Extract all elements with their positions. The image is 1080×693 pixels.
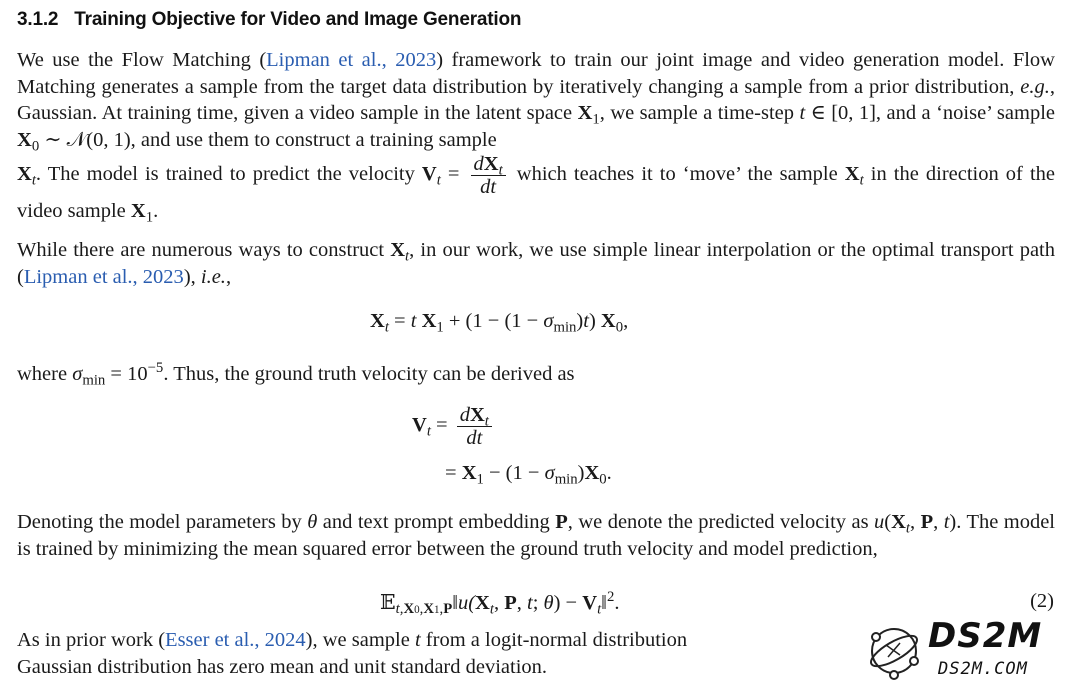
section-heading [17,9,521,31]
equation-interpolation: $X_t = t$ $X_1 + (1 - (1 - \sigma_{min})t)$ $X_0$, [370,310,629,336]
paragraph-objective: Denoting the model parameters by θ and text prompt embedding P, we denote the predicted velocity as $u(X_t$, P, t). The model is trained by minimizing the mean squared error between the ground truth velocity and model prediction, [17,511,1056,560]
citation-esser-2024[interactable]: Esser et al., 2024 [165,629,306,651]
section-title: Training Objective for Video and Image Generation [74,9,522,30]
section-number: 3.1.2 [17,9,59,30]
paragraph-sigma: where $\sigma_{min} = 10^{-5}$. Thus, the ground truth velocity can be derived as [17,359,575,389]
equation-velocity-line1: $V_t$ = $\frac{dX_t}{dt}$ [412,404,496,449]
citation-lipman-2023-b[interactable]: Lipman et al., 2023 [23,265,184,288]
paragraph-flow-matching: We use the Flow Matching (Lipman et al., 2023) framework to train our joint image and video generation model. Flow Matching generates a sample from the target data distribution by iteratively changing a sample from a prior distribution, e.g., Gaussian. At training time, given a video sample in the latent space $X_1$, we sample a time-step t ∈ [0, 1], and a ‘noise’ sample $X_0$ ∼ 𝒩(0, 1), and use them to construct a training sample $X_t$. The model is trained to predict the velocity $V_t$ = $\frac{dX_t}{dt}$ which teaches it to ‘move’ the sample $X_t$ in the direction of the video sample $X_1$. [17,49,1055,226]
paragraph-logit-normal: As in prior work (Esser et al., 2024), we sample t from a logit-normal distribution Gaussian distribution has zero mean and unit standard deviation. [17,629,688,678]
velocity-fraction: $\frac{dX_t}{dt}$ [471,153,506,198]
citation-lipman-2023[interactable]: Lipman et al., 2023 [266,49,437,71]
equation-loss: $𝔼_{t,X0,X1,P}‖u(X_t$, P, t; $\theta) - V_t‖^2$. [380,588,620,618]
equation-velocity-line2: = $X_1 - (1 - \sigma_{min})X_0$. [445,462,612,488]
paragraph-interpolation: While there are numerous ways to construct $X_t$, in our work, we use simple linear interpolation or the optimal transport path (Lipman et al., 2023), i.e., [17,239,1055,288]
watermark-brand: DS2M [928,616,1043,656]
watermark-domain: DS2M.COM [938,659,1028,679]
watermark [782,614,1080,688]
equation-number: (2) [1030,590,1054,612]
